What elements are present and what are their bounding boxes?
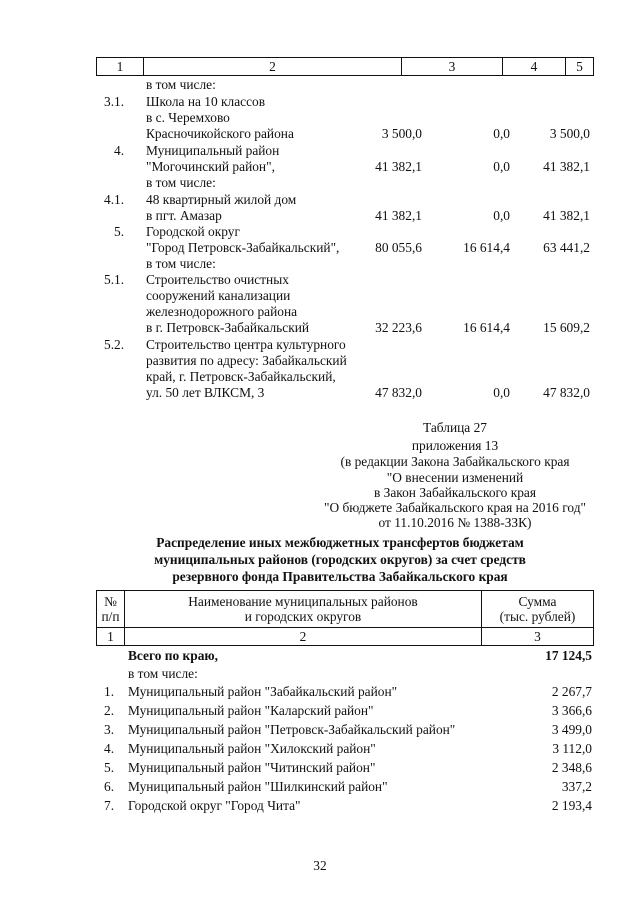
incl-label: в том числе:	[128, 666, 198, 681]
col-name-header	[125, 591, 482, 628]
top-row-text: в том числе:	[146, 175, 216, 190]
top-row-text: Строительство очистных	[146, 272, 289, 287]
top-row-value-4: 16 614,4	[463, 320, 510, 335]
row-num: 4.	[104, 741, 115, 756]
top-row-num: 4.1.	[104, 192, 125, 207]
top-row-text: Школа на 10 классов	[146, 94, 266, 109]
page-number: 32	[313, 858, 327, 873]
row-name: Муниципальный район "Каларский район"	[128, 703, 374, 718]
top-header-col-3: 3	[402, 58, 503, 75]
annex-line: приложения 13	[411, 438, 499, 453]
col-sum-header-l2: (тыс. рублей)	[499, 609, 576, 624]
table-label: Таблица 27	[423, 420, 487, 435]
row-name: Муниципальный район "Шилкинский район"	[128, 779, 388, 794]
annex-line: "О внесении изменений	[386, 470, 524, 485]
annex-line: в Закон Забайкальского края	[373, 485, 537, 500]
top-row-text: ул. 50 лет ВЛКСМ, 3	[146, 385, 265, 400]
top-row-value-5: 47 832,0	[543, 385, 590, 400]
col-name-index: 2	[125, 628, 482, 646]
row-name: Городской округ "Город Чита"	[128, 798, 301, 813]
row-name: Муниципальный район "Петровск-Забайкальский район"	[128, 722, 456, 737]
top-row-value-3: 47 832,0	[375, 385, 422, 400]
top-row-num: 4.	[114, 143, 125, 158]
top-row-value-4: 16 614,4	[463, 240, 510, 255]
top-row-num: 5.1.	[104, 272, 125, 287]
row-name: Муниципальный район "Хилокский район"	[128, 741, 376, 756]
top-header-col-4: 4	[503, 58, 566, 75]
top-row-value-5: 41 382,1	[543, 208, 590, 223]
top-header-col-2: 2	[144, 58, 402, 75]
top-row-text: в том числе:	[146, 256, 216, 271]
top-row-text: железнодорожного района	[146, 304, 298, 319]
row-value: 2 267,7	[551, 684, 592, 699]
top-row-value-4: 0,0	[493, 159, 510, 174]
top-row-text: в пгт. Амазар	[146, 208, 222, 223]
top-row-value-4: 0,0	[493, 385, 510, 400]
row-name: Муниципальный район "Забайкальский район"	[128, 684, 398, 699]
row-value: 3 112,0	[552, 741, 592, 756]
top-row-value-4: 0,0	[493, 126, 510, 141]
title-line: резервного фонда Правительства Забайкальского края	[172, 569, 508, 584]
top-row-value-4: 0,0	[493, 208, 510, 223]
top-row-text: развития по адресу: Забайкальский	[146, 353, 347, 368]
top-row-text: край, г. Петровск-Забайкальский,	[146, 369, 336, 384]
top-row-value-5: 15 609,2	[543, 320, 590, 335]
top-row-num: 3.1.	[104, 94, 125, 109]
top-row-text: Строительство центра культурного	[146, 337, 346, 352]
annex-line: от 11.10.2016 № 1388-ЗЗК)	[378, 515, 532, 530]
col-sum-header	[482, 591, 594, 628]
top-row-text: в г. Петровск-Забайкальский	[146, 320, 310, 335]
row-num: 6.	[104, 779, 115, 794]
row-value: 3 499,0	[551, 722, 592, 737]
col-num-header-l2: п/п	[101, 609, 120, 624]
table27-header	[96, 590, 594, 646]
top-row-text: в том числе:	[146, 77, 216, 92]
top-row-text: в с. Черемхово	[146, 110, 230, 125]
top-header-col-5: 5	[576, 59, 583, 74]
col-name-header-l1: Наименование муниципальных районов	[188, 594, 418, 609]
top-row-text: сооружений канализации	[146, 288, 291, 303]
top-row-num: 5.2.	[104, 337, 125, 352]
row-name: Муниципальный район "Читинский район"	[128, 760, 376, 775]
title-line: Распределение иных межбюджетных трансфертов бюджетам	[156, 535, 524, 550]
top-row-value-3: 80 055,6	[375, 240, 422, 255]
top-row-text: 48 квартирный жилой дом	[146, 192, 297, 207]
row-value: 2 348,6	[551, 760, 592, 775]
col-num-index: 1	[97, 628, 125, 646]
row-value: 3 366,6	[551, 703, 592, 718]
col-name-header-l2: и городских округов	[244, 609, 362, 624]
top-row-value-5: 41 382,1	[543, 159, 590, 174]
top-row-value-3: 41 382,1	[375, 159, 422, 174]
annex-line: "О бюджете Забайкальского края на 2016 год"	[324, 500, 586, 515]
top-row-text: "Могочинский район",	[146, 159, 275, 174]
row-num: 3.	[104, 722, 115, 737]
row-num: 1.	[104, 684, 115, 699]
top-row-text: "Город Петровск-Забайкальский",	[146, 240, 340, 255]
title-line: муниципальных районов (городских округов) за счет средств	[154, 552, 526, 567]
top-row-text: Городской округ	[146, 224, 240, 239]
row-value: 2 193,4	[551, 798, 592, 813]
row-num: 5.	[104, 760, 115, 775]
annex-line: (в редакции Закона Забайкальского края	[340, 454, 570, 469]
col-sum-header-l1: Сумма	[518, 594, 557, 609]
col-num-header	[97, 591, 125, 628]
row-value: 337,2	[561, 779, 592, 794]
top-header-col-1: 1	[97, 58, 144, 75]
row-num: 7.	[104, 798, 115, 813]
top-row-value-3: 41 382,1	[375, 208, 422, 223]
top-row-num: 5.	[114, 224, 125, 239]
top-row-value-5: 63 441,2	[543, 240, 590, 255]
row-num: 2.	[104, 703, 115, 718]
top-row-value-5: 3 500,0	[549, 126, 590, 141]
top-row-value-3: 3 500,0	[381, 126, 422, 141]
total-label: Всего по краю,	[128, 648, 218, 663]
top-row-text: Муниципальный район	[146, 143, 280, 158]
col-num-header-l1: №	[104, 594, 117, 609]
top-row-text: Красночикойского района	[146, 126, 294, 141]
col-sum-index: 3	[482, 628, 594, 646]
top-table-header	[96, 57, 594, 76]
top-row-value-3: 32 223,6	[375, 320, 422, 335]
total-value: 17 124,5	[545, 648, 592, 663]
